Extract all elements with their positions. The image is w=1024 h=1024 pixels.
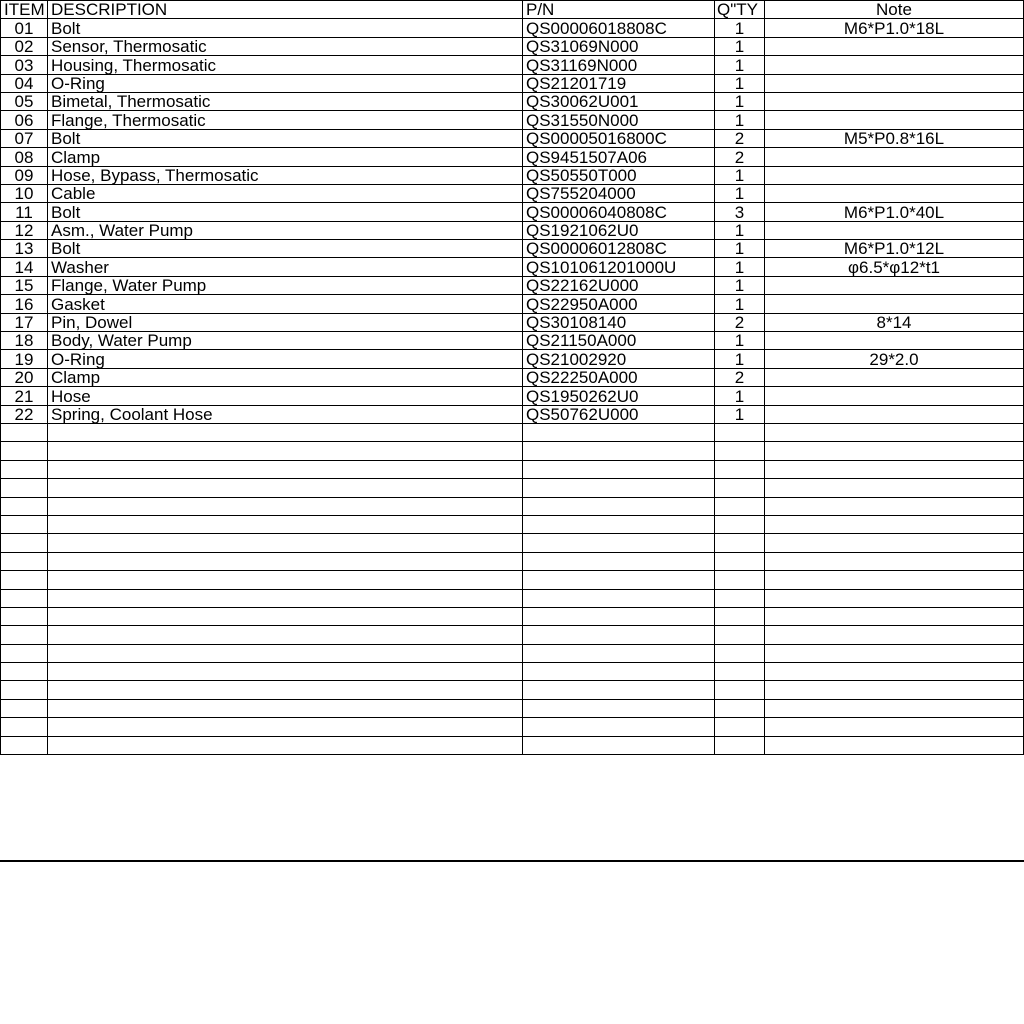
cell-note-empty [765, 515, 1024, 533]
table-row [1, 276, 1024, 294]
cell-part-number: QS21201719 [523, 74, 715, 92]
cell-part-number: QS22250A000 [523, 368, 715, 386]
cell-note-empty [765, 534, 1024, 552]
cell-part-number: QS31169N000 [523, 56, 715, 74]
cell-note-empty [765, 699, 1024, 717]
cell-item: 01 [1, 19, 48, 37]
cell-note-empty [765, 607, 1024, 625]
cell-item-empty [1, 699, 48, 717]
cell-item: 12 [1, 221, 48, 239]
cell-quantity-empty [715, 460, 765, 478]
cell-quantity-empty [715, 644, 765, 662]
table-row [1, 332, 1024, 350]
cell-part-number-empty [523, 479, 715, 497]
cell-item: 13 [1, 240, 48, 258]
cell-note-empty [765, 552, 1024, 570]
cell-quantity: 1 [715, 56, 765, 74]
cell-note: M5*P0.8*16L [765, 129, 1024, 147]
cell-quantity: 1 [715, 295, 765, 313]
blank-table-row [1, 571, 1024, 589]
cell-part-number-empty [523, 663, 715, 681]
cell-description-empty [48, 442, 523, 460]
cell-description: Asm., Water Pump [48, 221, 523, 239]
cell-part-number: QS21150A000 [523, 332, 715, 350]
cell-quantity-empty [715, 534, 765, 552]
cell-part-number-empty [523, 718, 715, 736]
blank-table-row [1, 663, 1024, 681]
cell-note-empty [765, 571, 1024, 589]
blank-table-row [1, 497, 1024, 515]
cell-item-empty [1, 718, 48, 736]
cell-quantity-empty [715, 479, 765, 497]
cell-item: 09 [1, 166, 48, 184]
cell-note [765, 37, 1024, 55]
cell-description: Housing, Thermosatic [48, 56, 523, 74]
cell-item-empty [1, 552, 48, 570]
cell-note-empty [765, 479, 1024, 497]
cell-item: 11 [1, 203, 48, 221]
cell-note: 8*14 [765, 313, 1024, 331]
cell-item-empty [1, 460, 48, 478]
table-row [1, 129, 1024, 147]
cell-description: Clamp [48, 368, 523, 386]
table-row [1, 37, 1024, 55]
cell-item: 06 [1, 111, 48, 129]
blank-table-row [1, 479, 1024, 497]
cell-part-number: QS00006040808C [523, 203, 715, 221]
cell-part-number: QS1921062U0 [523, 221, 715, 239]
cell-item-empty [1, 663, 48, 681]
cell-note-empty [765, 626, 1024, 644]
cell-note [765, 111, 1024, 129]
cell-note [765, 332, 1024, 350]
cell-part-number: QS21002920 [523, 350, 715, 368]
cell-item: 22 [1, 405, 48, 423]
cell-description: Pin, Dowel [48, 313, 523, 331]
cell-description: Bolt [48, 203, 523, 221]
cell-part-number: QS9451507A06 [523, 148, 715, 166]
cell-item: 03 [1, 56, 48, 74]
blank-table-row [1, 644, 1024, 662]
cell-part-number: QS50762U000 [523, 405, 715, 423]
cell-item: 18 [1, 332, 48, 350]
cell-item: 08 [1, 148, 48, 166]
table-row [1, 148, 1024, 166]
cell-quantity: 1 [715, 405, 765, 423]
cell-part-number: QS101061201000U [523, 258, 715, 276]
blank-table-row [1, 699, 1024, 717]
cell-item-empty [1, 589, 48, 607]
cell-note [765, 92, 1024, 110]
cell-description: O-Ring [48, 74, 523, 92]
cell-description: Bolt [48, 240, 523, 258]
cell-item: 10 [1, 184, 48, 202]
cell-quantity-empty [715, 442, 765, 460]
cell-part-number-empty [523, 589, 715, 607]
cell-quantity: 1 [715, 240, 765, 258]
cell-description: Flange, Thermosatic [48, 111, 523, 129]
cell-description-empty [48, 552, 523, 570]
cell-part-number: QS22950A000 [523, 295, 715, 313]
cell-note: 29*2.0 [765, 350, 1024, 368]
cell-quantity-empty [715, 515, 765, 533]
cell-description-empty [48, 607, 523, 625]
cell-description-empty [48, 479, 523, 497]
cell-item-empty [1, 515, 48, 533]
cell-part-number-empty [523, 644, 715, 662]
cell-part-number: QS755204000 [523, 184, 715, 202]
cell-quantity: 1 [715, 276, 765, 294]
cell-description: Bolt [48, 129, 523, 147]
cell-note: M6*P1.0*12L [765, 240, 1024, 258]
cell-part-number: QS31069N000 [523, 37, 715, 55]
cell-quantity: 1 [715, 74, 765, 92]
cell-quantity: 1 [715, 258, 765, 276]
cell-note: M6*P1.0*18L [765, 19, 1024, 37]
table-row [1, 258, 1024, 276]
cell-quantity: 2 [715, 129, 765, 147]
blank-table-row [1, 460, 1024, 478]
cell-quantity-empty [715, 718, 765, 736]
cell-quantity-empty [715, 552, 765, 570]
cell-description-empty [48, 460, 523, 478]
cell-description: Clamp [48, 148, 523, 166]
cell-note-empty [765, 736, 1024, 754]
cell-item: 15 [1, 276, 48, 294]
cell-quantity-empty [715, 571, 765, 589]
blank-table-row [1, 626, 1024, 644]
cell-description: Bolt [48, 19, 523, 37]
cell-item-empty [1, 442, 48, 460]
cell-item-empty [1, 736, 48, 754]
cell-quantity-empty [715, 589, 765, 607]
cell-quantity-empty [715, 626, 765, 644]
cell-note: M6*P1.0*40L [765, 203, 1024, 221]
cell-part-number-empty [523, 497, 715, 515]
cell-quantity-empty [715, 681, 765, 699]
cell-quantity: 1 [715, 350, 765, 368]
table-row [1, 295, 1024, 313]
cell-part-number-empty [523, 515, 715, 533]
header-note: Note [765, 1, 1024, 19]
blank-table-row [1, 681, 1024, 699]
cell-item: 21 [1, 387, 48, 405]
cell-description-empty [48, 534, 523, 552]
cell-quantity: 2 [715, 313, 765, 331]
cell-quantity: 1 [715, 92, 765, 110]
cell-quantity: 1 [715, 166, 765, 184]
cell-item-empty [1, 681, 48, 699]
cell-item-empty [1, 497, 48, 515]
cell-note [765, 295, 1024, 313]
table-row [1, 166, 1024, 184]
cell-quantity: 2 [715, 368, 765, 386]
cell-description: Washer [48, 258, 523, 276]
cell-note [765, 148, 1024, 166]
table-row [1, 19, 1024, 37]
cell-part-number: QS00006018808C [523, 19, 715, 37]
cell-part-number: QS00005016800C [523, 129, 715, 147]
cell-item: 07 [1, 129, 48, 147]
cell-note [765, 56, 1024, 74]
cell-description: Hose [48, 387, 523, 405]
cell-note-empty [765, 460, 1024, 478]
cell-quantity-empty [715, 423, 765, 441]
cell-description: Hose, Bypass, Thermosatic [48, 166, 523, 184]
table-row [1, 350, 1024, 368]
cell-description-empty [48, 497, 523, 515]
cell-note: φ6.5*φ12*t1 [765, 258, 1024, 276]
blank-table-row [1, 534, 1024, 552]
cell-description: Spring, Coolant Hose [48, 405, 523, 423]
cell-item: 19 [1, 350, 48, 368]
cell-part-number-empty [523, 626, 715, 644]
header-description: DESCRIPTION [48, 1, 523, 19]
cell-quantity-empty [715, 663, 765, 681]
table-row [1, 368, 1024, 386]
cell-description-empty [48, 589, 523, 607]
table-row [1, 240, 1024, 258]
cell-note-empty [765, 644, 1024, 662]
cell-item-empty [1, 607, 48, 625]
cell-part-number-empty [523, 423, 715, 441]
blank-table-row [1, 423, 1024, 441]
blank-table-row [1, 515, 1024, 533]
bottom-divider-line [0, 860, 1024, 862]
parts-list-body [1, 19, 1024, 755]
cell-note [765, 221, 1024, 239]
cell-description-empty [48, 644, 523, 662]
cell-part-number: QS1950262U0 [523, 387, 715, 405]
cell-quantity-empty [715, 699, 765, 717]
cell-description: O-Ring [48, 350, 523, 368]
cell-quantity: 1 [715, 221, 765, 239]
table-row [1, 221, 1024, 239]
cell-part-number-empty [523, 607, 715, 625]
table-row [1, 56, 1024, 74]
cell-part-number-empty [523, 460, 715, 478]
cell-item-empty [1, 423, 48, 441]
cell-note-empty [765, 718, 1024, 736]
cell-item-empty [1, 534, 48, 552]
cell-quantity: 2 [715, 148, 765, 166]
cell-quantity-empty [715, 736, 765, 754]
cell-item: 17 [1, 313, 48, 331]
blank-table-row [1, 442, 1024, 460]
cell-quantity: 1 [715, 387, 765, 405]
table-row [1, 313, 1024, 331]
blank-table-row [1, 607, 1024, 625]
table-row [1, 203, 1024, 221]
cell-quantity: 1 [715, 332, 765, 350]
cell-part-number-empty [523, 534, 715, 552]
table-header-row [1, 1, 1024, 19]
cell-item: 02 [1, 37, 48, 55]
cell-note [765, 368, 1024, 386]
blank-table-row [1, 589, 1024, 607]
cell-description: Body, Water Pump [48, 332, 523, 350]
cell-part-number: QS22162U000 [523, 276, 715, 294]
cell-item: 05 [1, 92, 48, 110]
cell-description: Gasket [48, 295, 523, 313]
cell-item-empty [1, 479, 48, 497]
cell-note [765, 405, 1024, 423]
cell-description-empty [48, 515, 523, 533]
cell-quantity-empty [715, 497, 765, 515]
cell-item-empty [1, 626, 48, 644]
cell-part-number: QS31550N000 [523, 111, 715, 129]
cell-note-empty [765, 663, 1024, 681]
blank-table-row [1, 718, 1024, 736]
cell-description-empty [48, 626, 523, 644]
cell-description: Sensor, Thermosatic [48, 37, 523, 55]
cell-note-empty [765, 589, 1024, 607]
cell-item-empty [1, 644, 48, 662]
cell-item: 16 [1, 295, 48, 313]
cell-note [765, 74, 1024, 92]
blank-table-row [1, 552, 1024, 570]
cell-description: Flange, Water Pump [48, 276, 523, 294]
cell-part-number-empty [523, 552, 715, 570]
cell-note-empty [765, 442, 1024, 460]
table-row [1, 184, 1024, 202]
cell-description-empty [48, 681, 523, 699]
cell-part-number-empty [523, 736, 715, 754]
table-row [1, 111, 1024, 129]
cell-description-empty [48, 736, 523, 754]
cell-note [765, 166, 1024, 184]
cell-description-empty [48, 699, 523, 717]
cell-part-number: QS30108140 [523, 313, 715, 331]
cell-note-empty [765, 423, 1024, 441]
cell-quantity: 1 [715, 37, 765, 55]
cell-note [765, 387, 1024, 405]
cell-description-empty [48, 718, 523, 736]
cell-item-empty [1, 571, 48, 589]
cell-description-empty [48, 423, 523, 441]
header-part-number: P/N [523, 1, 715, 19]
cell-description-empty [48, 571, 523, 589]
cell-description: Bimetal, Thermosatic [48, 92, 523, 110]
cell-part-number-empty [523, 681, 715, 699]
cell-part-number-empty [523, 571, 715, 589]
cell-quantity: 1 [715, 19, 765, 37]
cell-item: 14 [1, 258, 48, 276]
cell-note-empty [765, 681, 1024, 699]
cell-description: Cable [48, 184, 523, 202]
cell-note [765, 276, 1024, 294]
cell-part-number: QS30062U001 [523, 92, 715, 110]
cell-note-empty [765, 497, 1024, 515]
cell-note [765, 184, 1024, 202]
cell-item: 04 [1, 74, 48, 92]
cell-description-empty [48, 663, 523, 681]
header-item: ITEM [1, 1, 48, 19]
cell-quantity: 1 [715, 184, 765, 202]
cell-quantity: 3 [715, 203, 765, 221]
cell-part-number: QS50550T000 [523, 166, 715, 184]
cell-part-number: QS00006012808C [523, 240, 715, 258]
table-row [1, 92, 1024, 110]
header-quantity: Q"TY [715, 1, 765, 19]
cell-quantity: 1 [715, 111, 765, 129]
blank-table-row [1, 736, 1024, 754]
cell-quantity-empty [715, 607, 765, 625]
table-row [1, 74, 1024, 92]
cell-part-number-empty [523, 442, 715, 460]
table-row [1, 405, 1024, 423]
cell-part-number-empty [523, 699, 715, 717]
cell-item: 20 [1, 368, 48, 386]
table-row [1, 387, 1024, 405]
